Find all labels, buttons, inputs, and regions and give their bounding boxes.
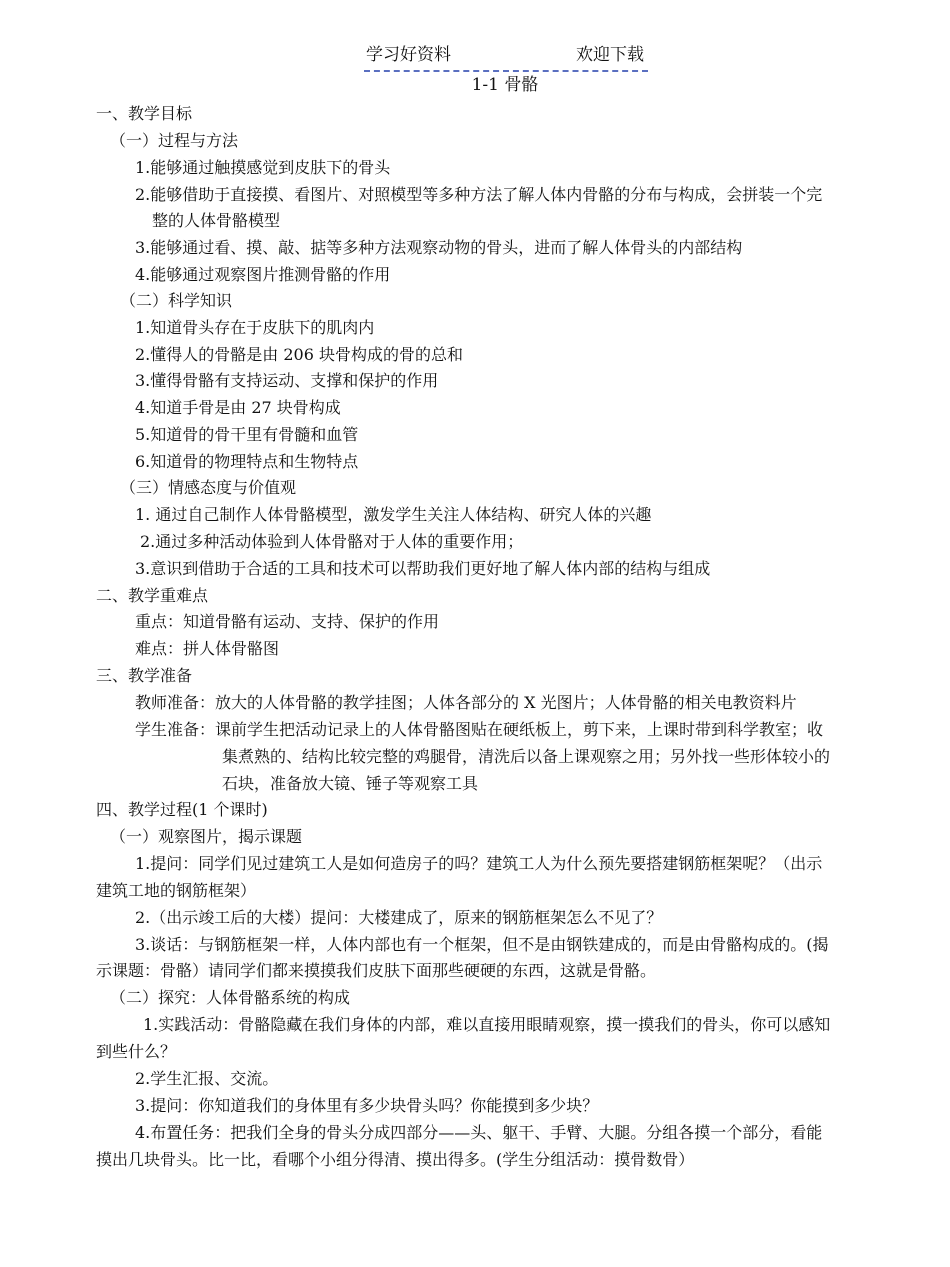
list-item: 3.意识到借助于合适的工具和技术可以帮助我们更好地了解人体内部的结构与组成	[135, 559, 711, 578]
header-banner	[364, 40, 648, 72]
paragraph-line: 摸出几块骨头。比一比，看哪个小组分得清、摸出得多。(学生分组活动：摸骨数骨）	[96, 1150, 695, 1169]
list-item: 1.能够通过触摸感觉到皮肤下的骨头	[135, 158, 391, 177]
paragraph-line: 建筑工地的钢筋框架）	[96, 881, 257, 900]
difficulty-text: 难点：拼人体骨骼图	[135, 639, 280, 658]
list-item: 6.知道骨的物理特点和生物特点	[135, 452, 359, 471]
key-point-text: 重点：知道骨骼有运动、支持、保护的作用	[135, 612, 440, 631]
subsection-heading: （二）探究：人体骨骼系统的构成	[110, 988, 351, 1007]
banner-right-text: 欢迎下载	[576, 45, 644, 65]
list-item: 1.知道骨头存在于皮肤下的肌肉内	[135, 318, 375, 337]
subsection-heading: （一）过程与方法	[110, 131, 239, 150]
list-item: 5.知道骨的骨干里有骨髓和血管	[135, 425, 359, 444]
paragraph-line: 3.谈话：与钢筋框架一样，人体内部也有一个框架，但不是由钢铁建成的，而是由骨骼构成的。(揭	[135, 935, 829, 954]
list-item-continuation: 整的人体骨骼模型	[152, 211, 281, 230]
section-heading: 二、教学重难点	[96, 586, 209, 605]
paragraph-line: 4.布置任务：把我们全身的骨头分成四部分——头、躯干、手臂、大腿。分组各摸一个部分，看能	[135, 1123, 823, 1142]
student-prep-continuation: 石块，准备放大镜、锤子等观察工具	[222, 774, 479, 793]
paragraph-line: 2.学生汇报、交流。	[135, 1069, 279, 1088]
paragraph-line: 1.实践活动：骨骼隐藏在我们身体的内部，难以直接用眼睛观察，摸一摸我们的骨头，你可以感知	[143, 1015, 831, 1034]
student-prep-continuation: 集煮熟的、结构比较完整的鸡腿骨，清洗后以备上课观察之用；另外找一些形体较小的	[222, 747, 831, 766]
teacher-prep-text: 教师准备：放大的人体骨骼的教学挂图；人体各部分的 X 光图片；人体骨骼的相关电教资料片	[135, 693, 797, 712]
list-item: 3.懂得骨骼有支持运动、支撑和保护的作用	[135, 371, 439, 390]
section-heading: 一、教学目标	[96, 104, 193, 123]
subsection-heading: （一）观察图片，揭示课题	[110, 827, 303, 846]
list-item: 4.能够通过观察图片推测骨骼的作用	[135, 265, 391, 284]
list-item: 2.通过多种活动体验到人体骨骼对于人体的重要作用；	[140, 532, 524, 551]
list-item: 1. 通过自己制作人体骨骼模型，激发学生关注人体结构、研究人体的兴趣	[135, 505, 652, 524]
list-item: 4.知道手骨是由 27 块骨构成	[135, 398, 341, 417]
section-heading: 三、教学准备	[96, 666, 193, 685]
list-item: 2.懂得人的骨骼是由 206 块骨构成的骨的总和	[135, 345, 463, 364]
subsection-heading: （三）情感态度与价值观	[120, 478, 297, 497]
subsection-heading: （二）科学知识	[120, 291, 233, 310]
paragraph-line: 3.提问：你知道我们的身体里有多少块骨头吗？你能摸到多少块？	[135, 1096, 599, 1115]
paragraph-line: 到些什么？	[96, 1042, 177, 1061]
student-prep-text: 学生准备：课前学生把活动记录上的人体骨骼图贴在硬纸板上，剪下来，上课时带到科学教室；收	[135, 720, 824, 739]
paragraph-line: 示课题：骨骼）请同学们都来摸摸我们皮肤下面那些硬硬的东西，这就是骨骼。	[96, 961, 657, 980]
paragraph-line: 2.（出示竣工后的大楼）提问：大楼建成了，原来的钢筋框架怎么不见了？	[135, 908, 663, 927]
list-item: 3.能够通过看、摸、敲、掂等多种方法观察动物的骨头，进而了解人体骨头的内部结构	[135, 238, 743, 257]
document-title: 1-1 骨骼	[471, 75, 539, 95]
banner-left-text: 学习好资料	[366, 45, 451, 65]
list-item: 2.能够借助于直接摸、看图片、对照模型等多种方法了解人体内骨骼的分布与构成，会拼装一个完	[135, 185, 823, 204]
section-heading: 四、教学过程(1 个课时)	[96, 800, 268, 819]
paragraph-line: 1.提问：同学们见过建筑工人是如何造房子的吗？建筑工人为什么预先要搭建钢筋框架呢？（出示	[135, 854, 823, 873]
